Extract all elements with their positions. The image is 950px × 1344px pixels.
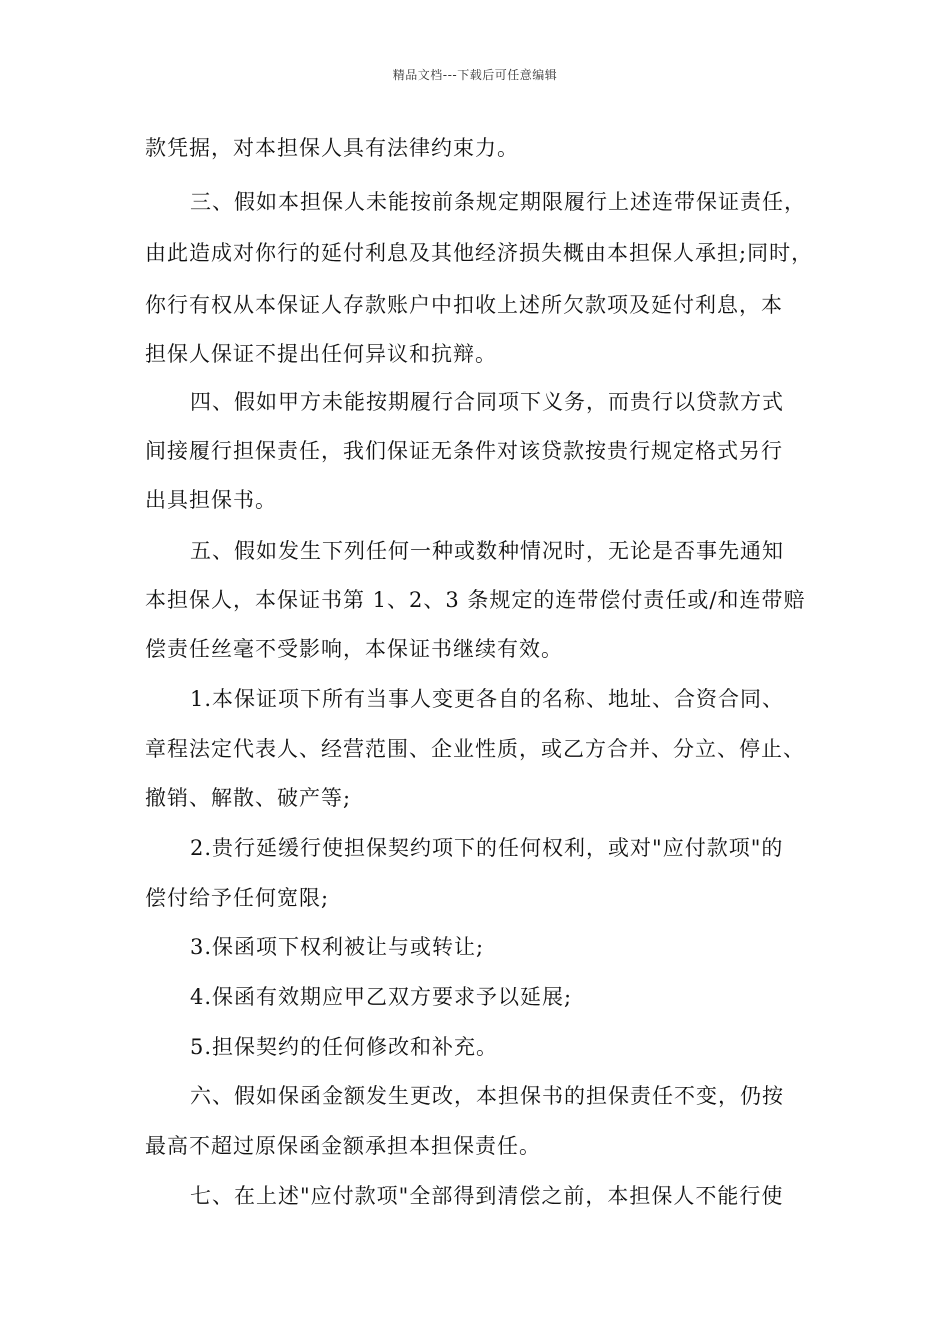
body-line: 撤销、解散、破产等; (145, 786, 352, 810)
body-line: 七、在上述"应付款项"全部得到清偿之前，本担保人不能行使 (190, 1184, 784, 1208)
body-line: 1.本保证项下所有当事人变更各自的名称、地址、合资合同、 (190, 687, 785, 711)
body-line: 5.担保契约的任何修改和补充。 (190, 1035, 499, 1059)
body-line: 2.贵行延缓行使担保契约项下的任何权利，或对"应付款项"的 (190, 836, 784, 860)
body-line: 由此造成对你行的延付利息及其他经济损失概由本担保人承担;同时， (145, 241, 814, 265)
body-line: 五、假如发生下列任何一种或数种情况时，无论是否事先通知 (190, 539, 784, 563)
body-line: 最高不超过原保函金额承担本担保责任。 (145, 1134, 541, 1158)
body-line: 间接履行担保责任，我们保证无条件对该贷款按贵行规定格式另行 (145, 439, 783, 463)
body-line: 本担保人，本保证书第 1、2、3 条规定的连带偿付责任或/和连带赔 (145, 588, 806, 612)
body-line: 六、假如保函金额发生更改，本担保书的担保责任不变，仍按 (190, 1084, 784, 1108)
body-line: 偿付给予任何宽限; (145, 886, 330, 910)
body-line: 出具担保书。 (145, 488, 277, 512)
body-line: 担保人保证不提出任何异议和抗辩。 (145, 342, 497, 366)
body-line: 章程法定代表人、经营范围、企业性质，或乙方合并、分立、停止、 (145, 737, 805, 761)
body-line: 四、假如甲方未能按期履行合同项下义务，而贵行以贷款方式 (190, 390, 784, 414)
body-line: 4.保函有效期应甲乙双方要求予以延展; (190, 985, 573, 1009)
body-line: 你行有权从本保证人存款账户中扣收上述所欠款项及延付利息，本 (145, 293, 783, 317)
body-line: 3.保函项下权利被让与或转让; (190, 935, 485, 959)
page-header: 精品文档---下载后可任意编辑 (392, 68, 558, 82)
body-line: 三、假如本担保人未能按前条规定期限履行上述连带保证责任， (190, 190, 806, 214)
body-line: 偿责任丝毫不受影响，本保证书继续有效。 (145, 637, 563, 661)
body-line: 款凭据，对本担保人具有法律约束力。 (145, 136, 519, 160)
